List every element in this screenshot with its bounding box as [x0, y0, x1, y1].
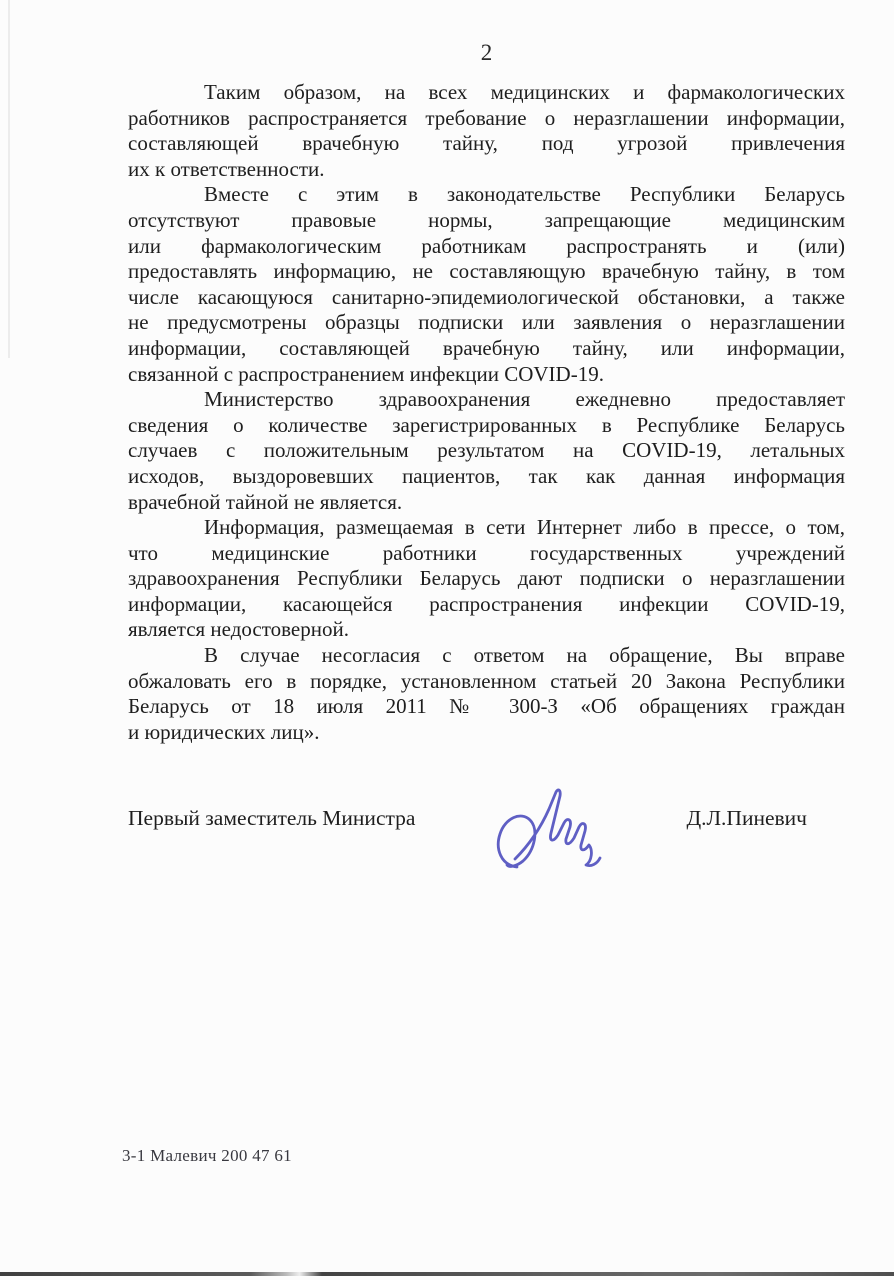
text-line: информации, составляющей врачебную тайну, или информации, [128, 335, 845, 360]
text-line: В случае несогласия с ответом на обращение, Вы вправе [204, 643, 845, 668]
reference-footer: 3-1 Малевич 200 47 61 [122, 1146, 292, 1165]
signatory-title: Первый заместитель Министра [128, 806, 416, 830]
scan-edge-artifact-left [8, 0, 10, 358]
text-line: Информация, размещаемая в сети Интернет либо в прессе, о том, [204, 515, 845, 540]
text-line: работников распространяется требование о неразглашении информации, [128, 105, 845, 130]
paragraph [128, 182, 845, 387]
text-line: Министерство здравоохранения ежедневно предоставляет [204, 387, 845, 412]
text-line: является недостоверной. [128, 617, 349, 642]
text-line: информации, касающейся распространения инфекции COVID-19, [128, 591, 845, 616]
text-line: исходов, выздоровевших пациентов, так как данная информация [128, 463, 845, 488]
page-number: 2 [480, 40, 493, 65]
paragraph [128, 643, 845, 745]
text-line: Беларусь от 18 июля 2011 № 300-З «Об обращениях граждан [128, 694, 845, 719]
text-line: Таким образом, на всех медицинских и фармакологических [204, 80, 845, 104]
paragraph [128, 80, 845, 182]
scan-edge-artifact-bottom [0, 1272, 894, 1276]
text-line: отсутствуют правовые нормы, запрещающие медицинским [128, 207, 845, 232]
text-line: составляющей врачебную тайну, под угрозой привлечения [128, 131, 845, 156]
text-line: обжаловать его в порядке, установленном статьей 20 Закона Республики [128, 668, 845, 693]
text-line: Вместе с этим в законодательстве Республики Беларусь [204, 182, 845, 207]
text-line: здравоохранения Республики Беларусь дают подписки о неразглашении [128, 566, 845, 591]
text-line: связанной с распространением инфекции COVID-19. [128, 361, 604, 386]
text-line: что медицинские работники государственных учреждений [128, 540, 845, 565]
text-line: не предусмотрены образцы подписки или заявления о неразглашении [128, 310, 845, 335]
text-line: случаев с положительным результатом на COVID-19, летальных [128, 438, 845, 463]
text-line: врачебной тайной не является. [128, 489, 403, 514]
text-line: числе касающуюся санитарно-эпидемиологической обстановки, а также [128, 284, 845, 309]
text-line: их к ответственности. [128, 156, 325, 181]
paragraph [128, 387, 845, 515]
signatory-name: Д.Л.Пиневич [686, 806, 807, 830]
text-line: и юридических лиц». [128, 719, 320, 744]
text-line: сведения о количестве зарегистрированных в Республике Беларусь [128, 412, 845, 437]
paragraph [128, 515, 845, 643]
letter-body [128, 80, 845, 745]
text-line: предоставлять информацию, не составляющую врачебную тайну, в том [128, 259, 845, 284]
signature-ink-icon [487, 786, 617, 878]
text-line: или фармакологическим работникам распространять и (или) [128, 233, 845, 258]
